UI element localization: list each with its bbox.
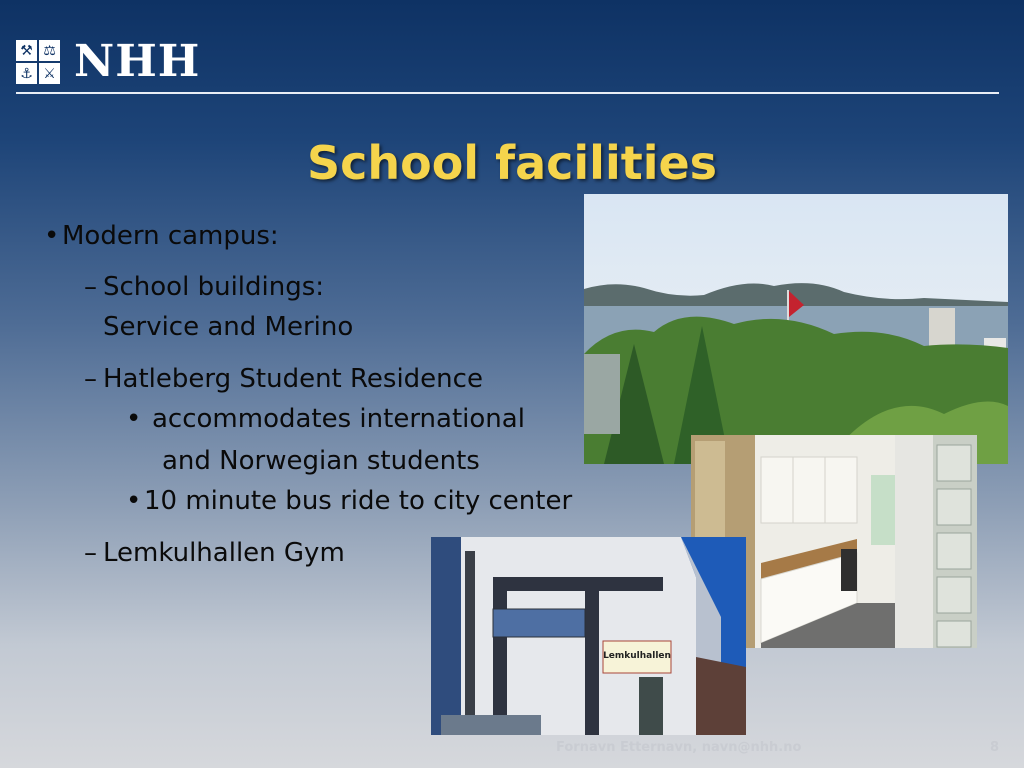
- slide-title: School facilities: [306, 136, 718, 190]
- bullet-text: Hatleberg Student Residence: [103, 364, 483, 394]
- hammers-icon: ⚒: [16, 40, 37, 61]
- nhh-logo: [16, 36, 201, 87]
- page-number: 8: [990, 740, 1000, 755]
- logo-text: NHH: [74, 36, 201, 87]
- nhh-emblem-icon: [16, 40, 60, 84]
- gym-photo: [431, 537, 746, 735]
- footer-author: Fornavn Etternavn, navn@nhh.no: [556, 740, 802, 755]
- anchor-icon: ⚓: [16, 63, 37, 84]
- bullet-marker: •: [126, 404, 142, 434]
- bullet-text: accommodates international: [152, 404, 525, 434]
- bullet-text: 10 minute bus ride to city center: [144, 486, 573, 516]
- dash-marker: –: [84, 538, 97, 568]
- scales-icon: ⚖: [39, 40, 60, 61]
- landscape-photo: [584, 194, 1008, 464]
- dash-marker: –: [84, 272, 97, 302]
- gym-sign-text: Lemkulhallen: [603, 651, 671, 661]
- bullet-text: Service and Merino: [103, 312, 354, 342]
- bullet-marker: •: [126, 486, 142, 516]
- bullet-text: Lemkulhallen Gym: [103, 538, 345, 568]
- bullet-marker: •: [44, 221, 60, 251]
- bullet-text: Modern campus:: [62, 221, 279, 251]
- bullet-text: School buildings:: [103, 272, 325, 302]
- header-divider: [16, 92, 999, 94]
- landscape-image: [584, 194, 1008, 464]
- dash-marker: –: [84, 364, 97, 394]
- swords-icon: ⚔: [39, 63, 60, 84]
- gym-image: [431, 537, 746, 735]
- bullet-text: and Norwegian students: [162, 446, 480, 476]
